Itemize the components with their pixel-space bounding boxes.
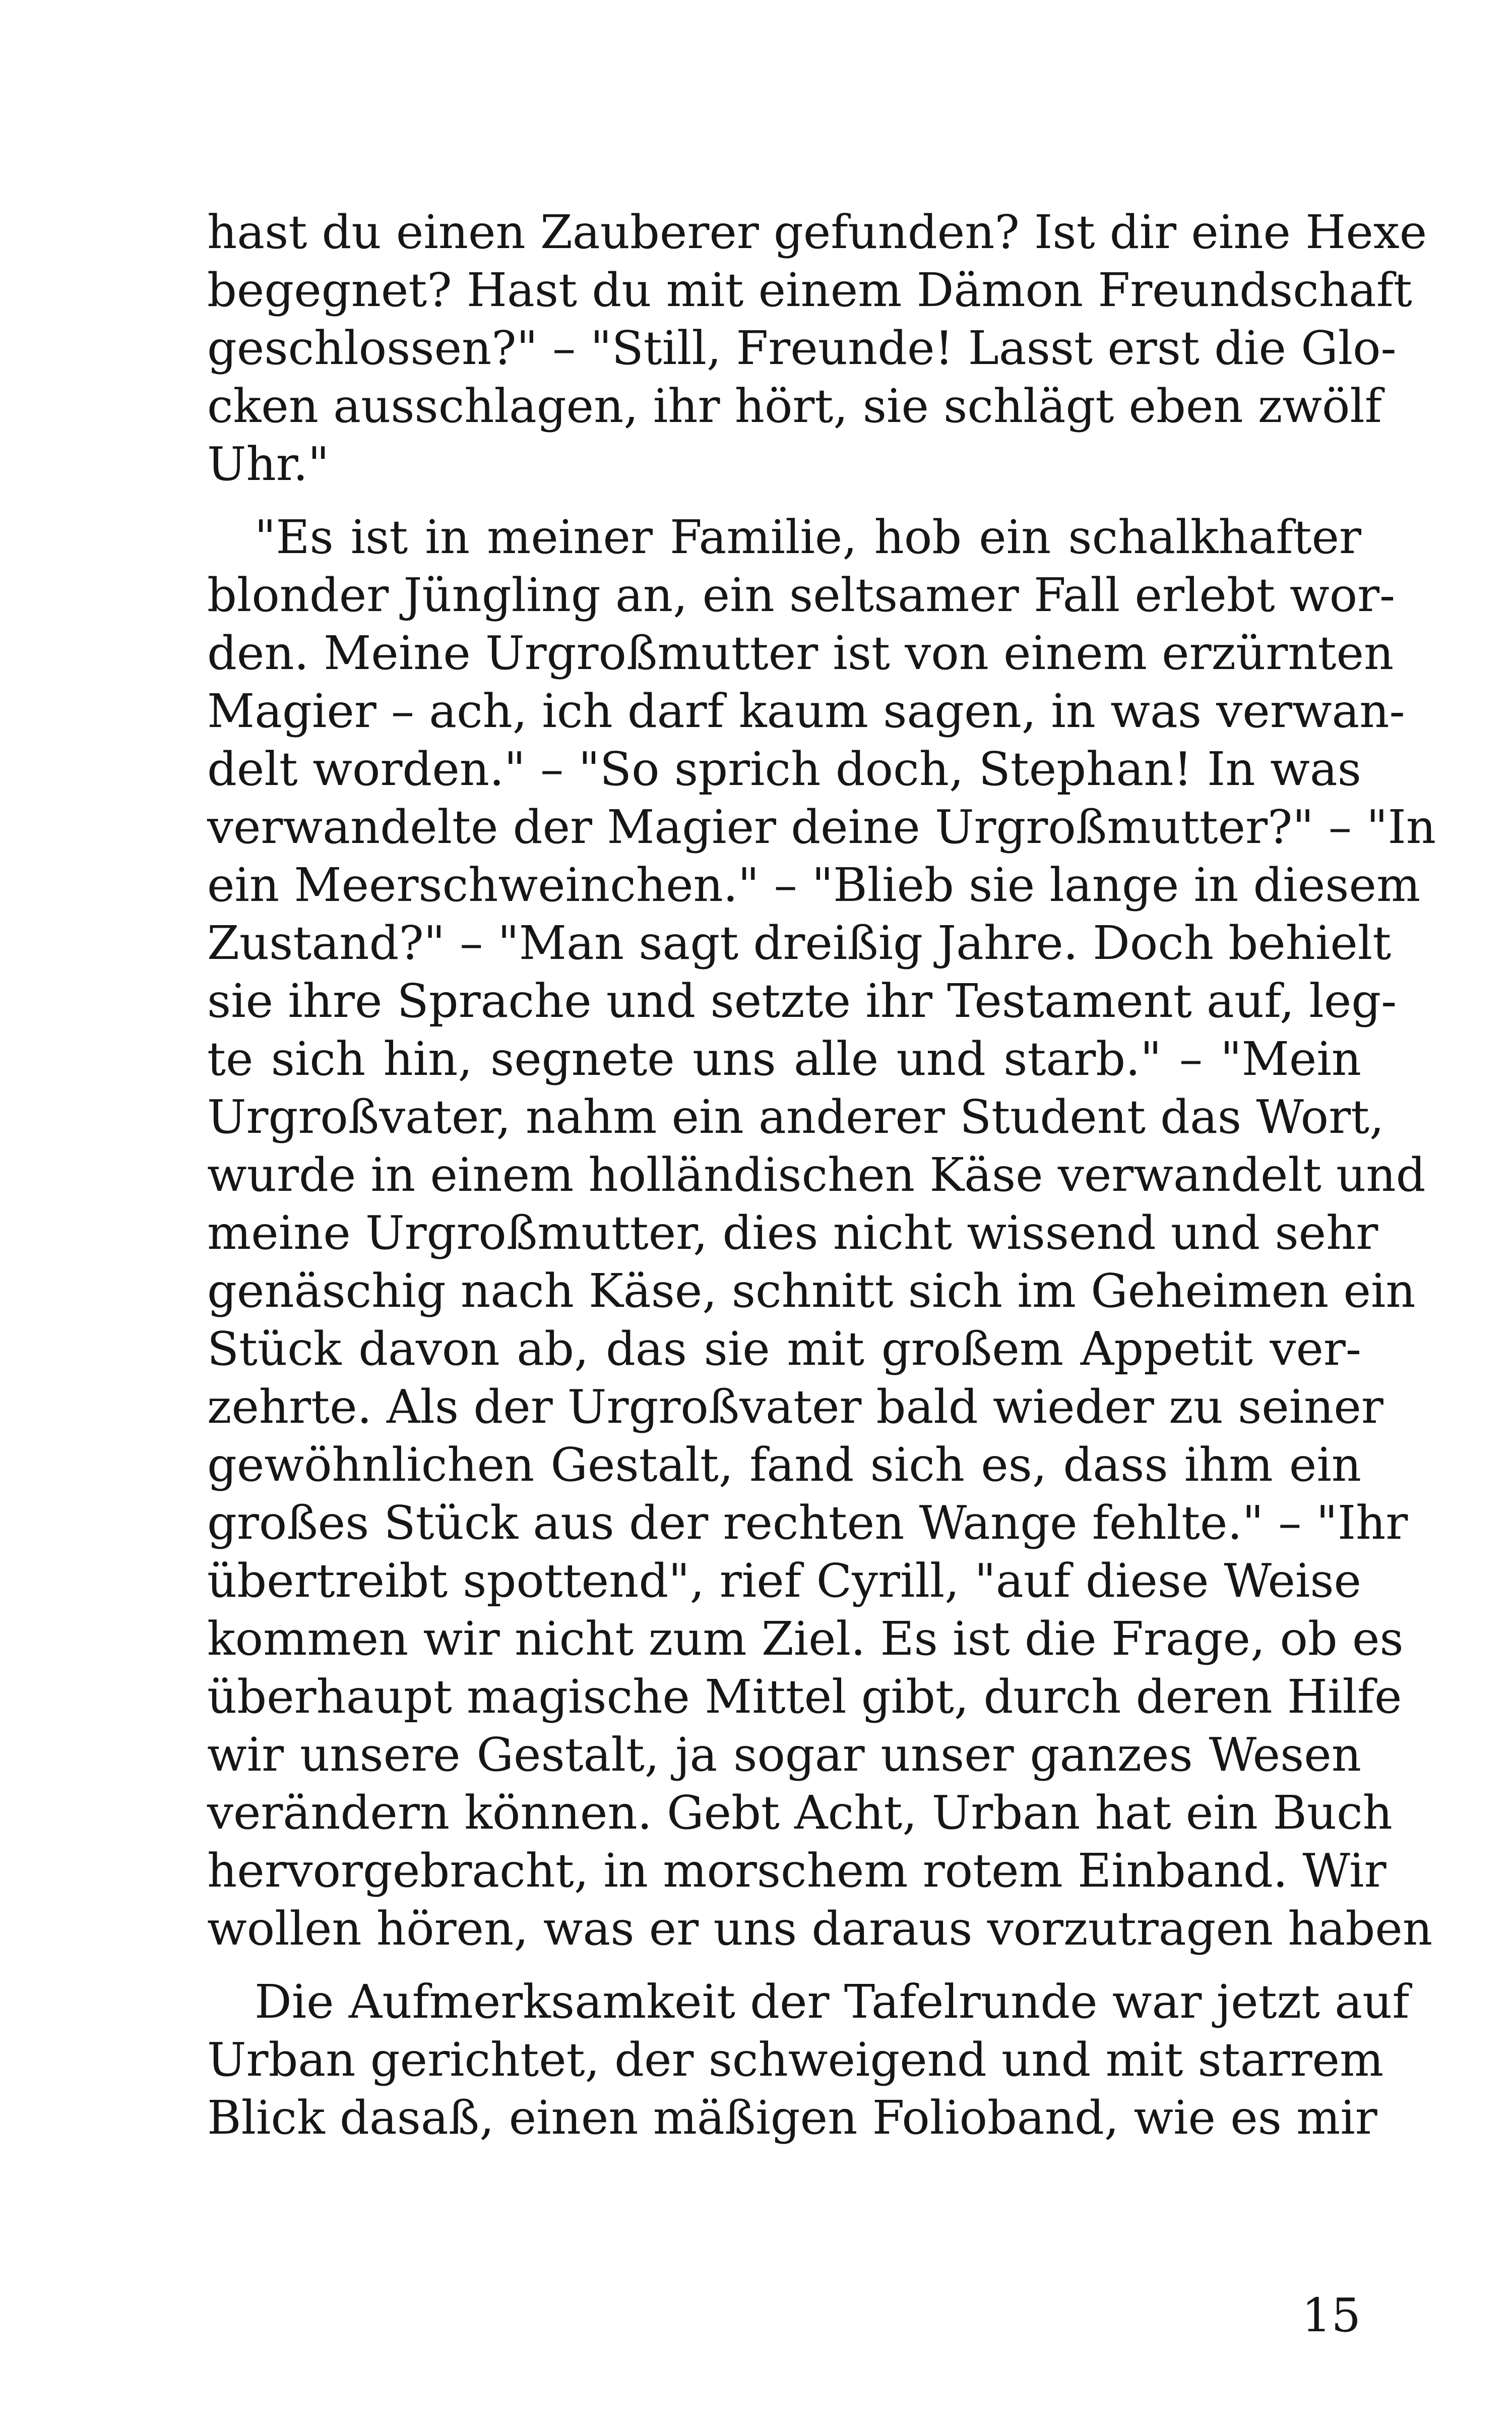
text-line: wollen hören, was er uns daraus vorzutragen haben [207, 1902, 1433, 1956]
text-line: meine Urgroßmutter, dies nicht wissend und sehr [207, 1206, 1378, 1260]
text-line: übertreibt spottend", rief Cyrill, "auf diese Weise [207, 1554, 1361, 1608]
text-line: sie ihre Sprache und setzte ihr Testament auf, leg- [207, 974, 1397, 1028]
text-line: kommen wir nicht zum Ziel. Es ist die Frage, ob es [207, 1612, 1404, 1666]
text-line: hast du einen Zauberer gefunden? Ist dir eine Hexe [207, 205, 1427, 259]
paragraph [207, 1973, 1410, 2147]
text-line: cken ausschlagen, ihr hört, sie schlägt eben zwölf [207, 379, 1382, 433]
paragraph [207, 508, 1436, 1958]
text-line: den. Meine Urgroßmutter ist von einem erzürnten [207, 626, 1394, 680]
text-line: Blick dasaß, einen mäßigen Folioband, wie es mir [207, 2091, 1377, 2145]
text-line: genäschig nach Käse, schnitt sich im Geheimen ein [207, 1264, 1416, 1318]
text-line: zehrte. Als der Urgroßvater bald wieder zu seiner [207, 1380, 1383, 1434]
text-line: blonder Jüngling an, ein seltsamer Fall erlebt wor- [207, 568, 1396, 622]
page-number: 15 [1301, 2288, 1361, 2342]
text-line: Stück davon ab, das sie mit großem Appetit ver- [207, 1322, 1361, 1376]
text-line: "Es ist in meiner Familie, hob ein schalkhafter [255, 510, 1361, 564]
text-line: begegnet? Hast du mit einem Dämon Freundschaft [207, 263, 1412, 317]
text-line: Uhr." [207, 437, 330, 491]
text-line: gewöhnlichen Gestalt, fand sich es, dass ihm ein [207, 1438, 1361, 1492]
text-line: großes Stück aus der rechten Wange fehlte." – "Ihr [207, 1496, 1408, 1550]
text-line: geschlossen?" – "Still, Freunde! Lasst erst die Glo- [207, 321, 1397, 375]
text-line: hervorgebracht, in morschem rotem Einband. Wir [207, 1844, 1387, 1898]
text-line: delt worden." – "So sprich doch, Stephan! In was [207, 742, 1361, 796]
paragraph [207, 203, 1427, 493]
text-line: Urban gerichtet, der schweigend und mit starrem [207, 2033, 1384, 2087]
text-line: wir unsere Gestalt, ja sogar unser ganzes Wesen [207, 1728, 1361, 1782]
text-line: Zustand?" – "Man sagt dreißig Jahre. Doch behielt [207, 916, 1392, 970]
text-line: te sich hin, segnete uns alle und starb." – "Mein [207, 1032, 1361, 1086]
text-line: Die Aufmerksamkeit der Tafelrunde war jetzt auf [255, 1975, 1410, 2029]
text-line: Magier – ach, ich darf kaum sagen, in was verwan- [207, 684, 1405, 738]
text-line: überhaupt magische Mittel gibt, durch deren Hilfe [207, 1670, 1402, 1724]
text-line: verändern können. Gebt Acht, Urban hat ein Buch [207, 1786, 1393, 1840]
text-line: verwandelte der Magier deine Urgroßmutter?" – "In [207, 800, 1436, 854]
text-line: ein Meerschweinchen." – "Blieb sie lange in diesem [207, 858, 1421, 912]
text-line: Urgroßvater, nahm ein anderer Student das Wort, [207, 1090, 1384, 1144]
text-line: wurde in einem holländischen Käse verwandelt und [207, 1148, 1426, 1202]
body-text [207, 203, 1436, 2147]
